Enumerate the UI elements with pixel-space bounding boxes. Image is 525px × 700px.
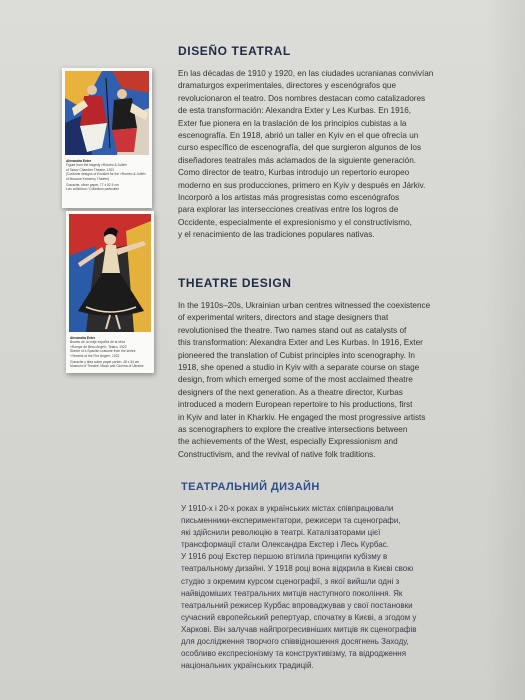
artwork-caption [70,336,150,369]
text-line: найвідоміших театральних митців наступного покоління. Як [181,588,403,598]
text-line: curso específico de escenografía, del que surgieron algunos de los [178,143,422,153]
text-line: moderno en sus producciones, primero en Kyiv y después en Járkiv. [178,180,426,190]
section-body [181,503,466,672]
wall-text-spanish [178,44,458,242]
text-line: escenografía. En 1918, abrió un taller en Kyiv en el que ofrecía un [178,131,419,141]
text-line: En las décadas de 1910 y 1920, en las ciudades ucranianas convivían [178,69,434,78]
text-line: the achievements of the West, especially Expressionism and [178,437,398,447]
text-line: as scenographers to explore the creative intersections between [178,425,408,435]
text-line: Exter fue pionera en la traslación de los principios cubistas a la [178,118,407,128]
artwork-card-spanish-dancer [66,211,154,373]
text-line: 1918, she opened a studio in Kyiv with a separate course on stage [178,363,420,373]
caption-meta: Lviv collection / Collection particulier [66,187,119,192]
artwork-image-costume-figures [62,68,152,156]
section-heading: DISEÑO TEATRAL [178,44,291,58]
text-line: письменники-експериментатори, режисери та сценографи, [181,516,401,526]
text-line: особливо експресіонізму та конструктивізму, та відродження [181,649,407,659]
text-line: designers of the next generation. As a theatre director, Kurbas [178,387,403,397]
text-line: У 1910-х і 20-х роках в українських містах співпрацювали [181,504,394,513]
section-heading: THEATRE DESIGN [178,276,292,290]
caption-line: «Rompe de Beso Angel», Teatro, 1922 [70,344,127,349]
text-line: для дослідження творчого співвідношення досягнень Заходу, [181,637,409,647]
artwork-caption [66,159,148,192]
text-line: design, from which emerged some of the most acclaimed theatre [178,375,413,385]
text-line: revolutionised the theatre. Two names stand out as catalysts of [178,325,407,335]
text-line: театральному дизайні. У 1918 році вона відкрила в Києві свою [181,564,414,574]
text-line: Constructivism, and the revival of native folk traditions. [178,449,376,459]
text-line: this transformation: Alexandra Exter and Les Kurbas. In 1916, Exter [178,338,423,348]
text-line: Occidente, especialmente el expresionismo y el constructivismo, [178,217,412,227]
caption-line: Boceto de un traje español de la obra [70,340,125,345]
wall-shadow [485,0,525,700]
text-line: diseñadores teatrales más aclamados de la siguiente generación. [178,155,417,165]
text-line: Харкові. Він залучав найпрогресивніших митців як сценографів [181,624,417,634]
caption-meta: Museum of Theatre, Music and Cinema of Ukraine [70,364,144,369]
caption-artist: Alexandra Exter [70,336,96,340]
text-line: in Kyiv and later in Kharkiv. He engaged the most progressive artists [178,412,426,422]
text-line: які здійснили революцію в театрі. Каталізаторами цієї [181,528,381,538]
artwork-card-romeo-juliet [62,68,152,208]
text-line: dramaturgos experimentales, directores y escenógrafos que [178,81,396,91]
caption-line: of Tairov Chamber Theatre, 1921 [66,167,115,172]
section-body [178,68,458,242]
wall-text-english [178,276,458,461]
text-line: національних українських традицій. [181,661,314,671]
text-line: Incorporó a los artistas más progresistas como escenógrafos [178,193,400,203]
section-heading: ТЕАТРАЛЬНИЙ ДИЗАЙН [181,481,320,493]
text-line: de esta transformación: Alexandra Exter y Les Kurbas. En 1916, [178,106,412,116]
artwork-image-dancer-costume [66,211,154,333]
text-line: introduced a modern European repertoire to his productions, first [178,400,413,410]
text-line: трансформації стали Олександра Екстер і Лесь Курбас. [181,540,389,550]
caption-meta: Gouache y tinta sobre papel cartón, 48 x 34 cm [70,360,140,365]
section-body [178,300,458,461]
caption-line: (Costume designs of Exoskirt for the «Romeo & Juliet» [66,172,147,177]
caption-line: Figure from the tragedy «Romeo & Juliet» [66,163,128,168]
text-line: revolucionaron el teatro. Dos nombres destacan como catalizadores [178,93,426,103]
caption-line: Sketch of a Spanish costume from the series [70,349,136,354]
text-line: of experimental writers, directors and stage designers that [178,313,389,323]
caption-meta: Gouache, silver paper, 77 x 52.5 cm [66,183,119,188]
text-line: y el renacimiento de las tradiciones populares nativas. [178,230,375,240]
text-line: театральний режисер Курбас впроваджував у свої постановки [181,600,413,610]
text-line: сучасний європейський репертуар, спочатку в Києві, а згодом у [181,612,417,622]
caption-line: «Yemmis of the Fire Angel», 1922 [70,353,120,358]
text-line: студію з окремим курсом сценографії, з якої вийшли одні з [181,576,400,586]
wall-text-ukrainian [181,481,466,672]
text-line: para explorar las intersecciones creativas entre los logros de [178,205,399,215]
caption-artist: Alexandra Exter [66,159,92,163]
caption-line: of Moscow Kamerny Theater) [66,176,110,181]
text-line: Como director de teatro, Kurbas introdujo un repertorio europeo [178,168,410,178]
text-line: У 1916 році Екстер першою втілила принципи кубізму в [181,552,388,562]
text-line: pioneered the translation of Cubist principles into scenography. In [178,350,415,360]
text-line: In the 1910s–20s, Ukrainian urban centres witnessed the coexistence [178,301,431,310]
